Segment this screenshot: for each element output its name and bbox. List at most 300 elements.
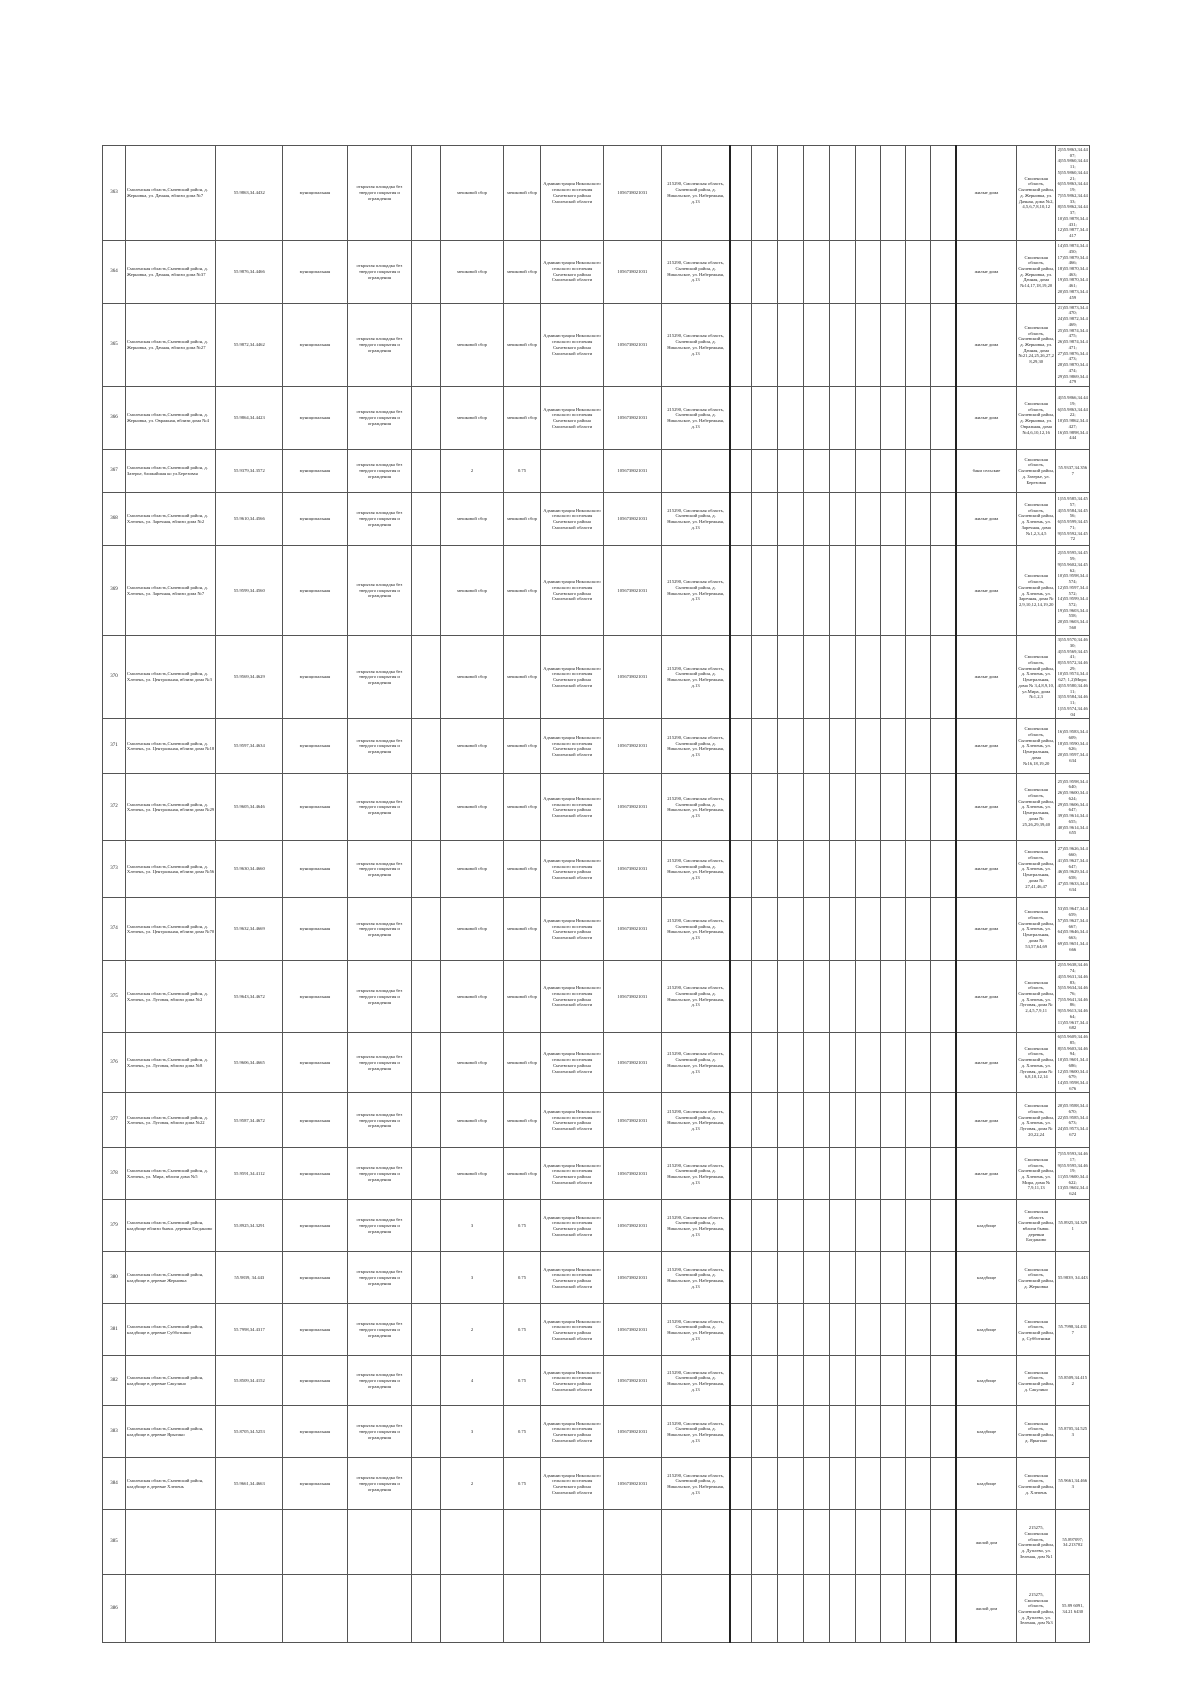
cell-num: 384 xyxy=(103,1458,126,1510)
cell-vol: мешковой сбор xyxy=(503,1033,540,1093)
cell-empty xyxy=(829,1510,855,1575)
cell-ogrn: 1056738021031 xyxy=(603,961,661,1033)
cell-empty xyxy=(412,1458,441,1510)
cell-q xyxy=(441,1575,503,1643)
cell-num: 366 xyxy=(103,387,126,450)
cell-vol: мешковой сбор xyxy=(503,774,540,841)
cell-empty xyxy=(777,1356,803,1406)
cell-src: жилые дома xyxy=(956,1148,1016,1200)
cell-empty xyxy=(880,961,905,1033)
cell-org: Администрация Никольского сельского поселения Сычевского района Смоленской области xyxy=(541,774,603,841)
cell-num: 370 xyxy=(103,636,126,719)
cell-empty xyxy=(777,961,803,1033)
cell-empty xyxy=(777,387,803,450)
table-row xyxy=(103,1304,1090,1356)
cell-src: жилые дома xyxy=(956,1033,1016,1093)
cell-legal: 215290, Смоленская область, Сычевский район, д. Никольское, ул. Набережная, д.13 xyxy=(662,303,731,386)
cell-addr: Смоленская область,Сычевский район, д. Хлепень, ул. Центральная, вблизи дома №29 xyxy=(125,774,216,841)
cell-ogrn: 1056738021031 xyxy=(603,1033,661,1093)
cell-empty xyxy=(880,1406,905,1458)
cell-vol: мешковой сбор xyxy=(503,387,540,450)
cell-empty xyxy=(855,1200,880,1252)
cell-legal: 215290, Смоленская область, Сычевский район, д. Никольское, ул. Набережная, д.13 xyxy=(662,774,731,841)
cell-owner: муниципальная xyxy=(283,636,348,719)
cell-empty xyxy=(855,303,880,386)
cell-empty xyxy=(829,1033,855,1093)
cell-addr: Смоленская область,Сычевский район, кладбище в деревне Жерновка xyxy=(125,1252,216,1304)
cell-empty xyxy=(777,774,803,841)
cell-ogrn: 1056738021031 xyxy=(603,450,661,493)
cell-empty xyxy=(803,898,829,961)
cell-legal: 215290, Смоленская область, Сычевский район, д. Никольское, ул. Набережная, д.13 xyxy=(662,493,731,546)
table-row xyxy=(103,1148,1090,1200)
cell-empty xyxy=(829,1458,855,1510)
cell-num: 380 xyxy=(103,1252,126,1304)
cell-empty xyxy=(905,1033,930,1093)
cell-empty xyxy=(880,450,905,493)
cell-empty xyxy=(829,774,855,841)
cell-empty xyxy=(880,1093,905,1148)
cell-empty xyxy=(777,450,803,493)
cell-org: Администрация Никольского сельского поселения Сычевского района Смоленской области xyxy=(541,146,603,241)
cell-srccoords: 7)55.9593,34.4617; 9)55.9595,34.4619; 11)55.9600,34.4622; 13)55.9602,34.4624 xyxy=(1056,1148,1090,1200)
cell-empty xyxy=(829,961,855,1033)
cell-empty xyxy=(855,636,880,719)
cell-empty xyxy=(930,1458,956,1510)
cell-num: 386 xyxy=(103,1575,126,1643)
table-row xyxy=(103,961,1090,1033)
cell-empty xyxy=(412,719,441,774)
cell-empty xyxy=(412,636,441,719)
cell-empty xyxy=(803,240,829,303)
cell-empty xyxy=(855,1356,880,1406)
table-row xyxy=(103,898,1090,961)
cell-empty xyxy=(730,1575,751,1643)
cell-empty xyxy=(930,303,956,386)
cell-empty xyxy=(855,450,880,493)
cell-addr: Смоленская область,Сычевский район, д. Хлепень, ул. Мира, вблизи дома №5 xyxy=(125,1148,216,1200)
cell-coords: 55.8705,34.5253 xyxy=(216,1406,283,1458)
cell-srcaddr: Смоленская область, Сычевский район, д. Хлепень, ул. Центральная, дома № 53,57,64,69 xyxy=(1016,898,1056,961)
cell-src: кладбище xyxy=(956,1304,1016,1356)
cell-empty xyxy=(803,303,829,386)
cell-src: кладбище xyxy=(956,1200,1016,1252)
cell-empty xyxy=(751,898,777,961)
cell-srccoords: 55.9337,34.3567 xyxy=(1056,450,1090,493)
cell-empty xyxy=(412,961,441,1033)
cell-surface: открытая площадка без твердого покрытия и ограждения xyxy=(347,774,412,841)
cell-vol: мешковой сбор xyxy=(503,493,540,546)
cell-owner: муниципальная xyxy=(283,1093,348,1148)
cell-legal xyxy=(662,450,731,493)
cell-empty xyxy=(751,1304,777,1356)
cell-srccoords: 55.89 6091, 34.21 6430 xyxy=(1056,1575,1090,1643)
cell-srcaddr: 215275, Смоленская область, Сычевский район, д. Дуплево, ул. Зеленая, дом №1 xyxy=(1016,1510,1056,1575)
cell-legal: 215290, Смоленская область, Сычевский район, д. Никольское, ул. Набережная, д.13 xyxy=(662,1200,731,1252)
cell-owner: муниципальная xyxy=(283,841,348,898)
cell-empty xyxy=(412,898,441,961)
cell-empty xyxy=(730,1148,751,1200)
cell-vol: 0.75 xyxy=(503,450,540,493)
cell-src: жилые дома xyxy=(956,774,1016,841)
cell-empty xyxy=(777,1575,803,1643)
cell-empty xyxy=(730,1093,751,1148)
cell-ogrn: 1056738021031 xyxy=(603,1200,661,1252)
cell-empty xyxy=(880,1458,905,1510)
cell-legal: 215290, Смоленская область, Сычевский район, д. Никольское, ул. Набережная, д.13 xyxy=(662,546,731,636)
cell-empty xyxy=(855,1252,880,1304)
cell-legal: 215290, Смоленская область, Сычевский район, д. Никольское, ул. Набережная, д.13 xyxy=(662,1304,731,1356)
cell-addr xyxy=(125,1575,216,1643)
cell-srcaddr: Смоленская область, Сычевский район, д. Хлепень, ул. Заречная, дома № 2,9,10,12,14,19,20 xyxy=(1016,546,1056,636)
cell-addr xyxy=(125,1510,216,1575)
cell-num: 377 xyxy=(103,1093,126,1148)
cell-surface xyxy=(347,1510,412,1575)
cell-empty xyxy=(905,961,930,1033)
cell-empty xyxy=(803,841,829,898)
cell-srccoords: 2)55.9595,34.4559; 9)55.9602,34.4562; 10)55.9598,34.4574; 12)55.9597,34.4572; 14)55.9599,34.4572; 19)55.9603,34.4558; 20)55.9603,34.4560 xyxy=(1056,546,1090,636)
cell-num: 373 xyxy=(103,841,126,898)
cell-srccoords: 20)55.9588,34.4670; 22)55.9585,34.4673; 24)55.9573,34.4672 xyxy=(1056,1093,1090,1148)
cell-vol: 0.75 xyxy=(503,1304,540,1356)
cell-owner: муниципальная xyxy=(283,546,348,636)
cell-empty xyxy=(905,1093,930,1148)
cell-num: 367 xyxy=(103,450,126,493)
cell-empty xyxy=(880,240,905,303)
table-row xyxy=(103,1406,1090,1458)
cell-empty xyxy=(412,493,441,546)
cell-empty xyxy=(777,1458,803,1510)
cell-coords: 55.8925,34.3291 xyxy=(216,1200,283,1252)
cell-empty xyxy=(880,719,905,774)
cell-empty xyxy=(880,636,905,719)
cell-owner xyxy=(283,1575,348,1643)
cell-addr: Смоленская область,Сычевский район, д. Хлепень, ул. Луговая, вблизи дома №2 xyxy=(125,961,216,1033)
cell-empty xyxy=(412,1200,441,1252)
cell-ogrn: 1056738021031 xyxy=(603,387,661,450)
cell-empty xyxy=(412,841,441,898)
cell-addr: Смоленская область,Сычевский район, кладбище вблизи бывш. деревни Богданово xyxy=(125,1200,216,1252)
cell-empty xyxy=(803,1033,829,1093)
cell-empty xyxy=(880,1304,905,1356)
cell-surface: открытая площадка без твердого покрытия и ограждения xyxy=(347,1200,412,1252)
cell-q: мешковой сбор xyxy=(441,387,503,450)
cell-ogrn: 1056738021031 xyxy=(603,1458,661,1510)
cell-legal: 215290, Смоленская область, Сычевский район, д. Никольское, ул. Набережная, д.13 xyxy=(662,1356,731,1406)
cell-empty xyxy=(930,1304,956,1356)
cell-empty xyxy=(905,1252,930,1304)
cell-vol: 0.75 xyxy=(503,1406,540,1458)
cell-q: 2 xyxy=(441,1458,503,1510)
cell-src: кладбище xyxy=(956,1356,1016,1406)
cell-q: мешковой сбор xyxy=(441,546,503,636)
cell-q: мешковой сбор xyxy=(441,841,503,898)
cell-empty xyxy=(829,1093,855,1148)
cell-ogrn xyxy=(603,1510,661,1575)
cell-owner: муниципальная xyxy=(283,719,348,774)
cell-org: Администрация Никольского сельского поселения Сычевского района Смоленской области xyxy=(541,961,603,1033)
cell-num: 383 xyxy=(103,1406,126,1458)
cell-coords: 55.9632,34.4669 xyxy=(216,898,283,961)
cell-srccoords: 25)55.9598,34.4640; 26)55.9600,34.4624; 29)55.9606,34.4647; 39)55.9614,34.4655; 40)55.9614,34.4655 xyxy=(1056,774,1090,841)
cell-empty xyxy=(412,1304,441,1356)
cell-empty xyxy=(880,1356,905,1406)
cell-empty xyxy=(880,546,905,636)
cell-empty xyxy=(880,841,905,898)
cell-empty xyxy=(905,146,930,241)
table-row xyxy=(103,303,1090,386)
cell-ogrn: 1056738021031 xyxy=(603,898,661,961)
cell-vol: мешковой сбор xyxy=(503,961,540,1033)
cell-addr: Смоленская область,Сычевский район, д. Жерновка, ул. Дачная, вблизи дома №7 xyxy=(125,146,216,241)
registry-table xyxy=(102,145,1090,1626)
cell-empty xyxy=(930,636,956,719)
cell-empty xyxy=(855,546,880,636)
cell-empty xyxy=(880,1575,905,1643)
cell-empty xyxy=(930,450,956,493)
cell-ogrn: 1056738021031 xyxy=(603,1252,661,1304)
cell-vol: мешковой сбор xyxy=(503,636,540,719)
table-row xyxy=(103,1458,1090,1510)
cell-empty xyxy=(730,493,751,546)
cell-legal: 215290, Смоленская область, Сычевский район, д. Никольское, ул. Набережная, д.13 xyxy=(662,1093,731,1148)
cell-empty xyxy=(751,961,777,1033)
cell-empty xyxy=(829,450,855,493)
cell-org: Администрация Никольского сельского поселения Сычевского района Смоленской области xyxy=(541,1033,603,1093)
cell-coords: 55.9876,34.4466 xyxy=(216,240,283,303)
cell-addr: Смоленская область,Сычевский район, д. Хлепень, ул. Заречная, вблизи дома №7 xyxy=(125,546,216,636)
cell-surface: открытая площадка без твердого покрытия и ограждения xyxy=(347,1356,412,1406)
cell-coords: 55.7998,34.4317 xyxy=(216,1304,283,1356)
cell-empty xyxy=(730,1304,751,1356)
cell-srcaddr: Смоленская область Сычевский район, вблизи бывш. деревни Богданово xyxy=(1016,1200,1056,1252)
cell-num: 364 xyxy=(103,240,126,303)
cell-empty xyxy=(777,146,803,241)
cell-empty xyxy=(905,774,930,841)
cell-src: жилые дома xyxy=(956,303,1016,386)
cell-addr: Смоленская область,Сычевский район, д. Жерновка, ул. Дачная, вблизи дома №37 xyxy=(125,240,216,303)
cell-coords: 55.9872,34.4462 xyxy=(216,303,283,386)
cell-src: жилые дома xyxy=(956,636,1016,719)
table-row xyxy=(103,774,1090,841)
cell-ogrn: 1056738021031 xyxy=(603,146,661,241)
cell-empty xyxy=(751,841,777,898)
cell-vol: мешковой сбор xyxy=(503,1148,540,1200)
cell-empty xyxy=(730,303,751,386)
cell-empty xyxy=(829,1148,855,1200)
cell-empty xyxy=(855,240,880,303)
cell-num: 379 xyxy=(103,1200,126,1252)
cell-surface: открытая площадка без твердого покрытия и ограждения xyxy=(347,636,412,719)
cell-empty xyxy=(930,1356,956,1406)
cell-empty xyxy=(730,774,751,841)
cell-src: жилые дома xyxy=(956,493,1016,546)
cell-empty xyxy=(751,1356,777,1406)
cell-empty xyxy=(803,450,829,493)
cell-empty xyxy=(905,493,930,546)
cell-empty xyxy=(751,450,777,493)
cell-num: 376 xyxy=(103,1033,126,1093)
cell-org: Администрация Никольского сельского поселения Сычевского района Смоленской области xyxy=(541,493,603,546)
cell-vol: 0.75 xyxy=(503,1252,540,1304)
cell-vol: мешковой сбор xyxy=(503,841,540,898)
cell-q: 3 xyxy=(441,1200,503,1252)
cell-empty xyxy=(930,146,956,241)
cell-empty xyxy=(803,1093,829,1148)
cell-empty xyxy=(930,719,956,774)
cell-srcaddr: Смоленская область, Сычевский район, д. Хлепень, ул. Заречная, дома №1,2,3,4,5 xyxy=(1016,493,1056,546)
cell-src: кладбище xyxy=(956,1252,1016,1304)
cell-empty xyxy=(730,961,751,1033)
cell-surface: открытая площадка без твердого покрытия и ограждения xyxy=(347,303,412,386)
cell-srcaddr: Смоленская область, Сычевский район, д. Субботники xyxy=(1016,1304,1056,1356)
cell-empty xyxy=(855,1033,880,1093)
cell-num: 365 xyxy=(103,303,126,386)
cell-num: 382 xyxy=(103,1356,126,1406)
table-row xyxy=(103,1093,1090,1148)
cell-legal: 215290, Смоленская область, Сычевский район, д. Никольское, ул. Набережная, д.13 xyxy=(662,1033,731,1093)
cell-ogrn: 1056738021031 xyxy=(603,1356,661,1406)
cell-empty xyxy=(905,1356,930,1406)
cell-srccoords: 55.8925,34.3291 xyxy=(1056,1200,1090,1252)
cell-vol: 0.75 xyxy=(503,1200,540,1252)
cell-empty xyxy=(730,546,751,636)
cell-empty xyxy=(803,1406,829,1458)
cell-empty xyxy=(412,774,441,841)
cell-q: мешковой сбор xyxy=(441,146,503,241)
cell-num: 368 xyxy=(103,493,126,546)
cell-empty xyxy=(751,636,777,719)
cell-empty xyxy=(730,450,751,493)
cell-empty xyxy=(930,546,956,636)
cell-empty xyxy=(777,1406,803,1458)
cell-empty xyxy=(777,240,803,303)
cell-coords: 55.9606,34.4665 xyxy=(216,1033,283,1093)
table-body xyxy=(103,146,1090,1643)
cell-ogrn: 1056738021031 xyxy=(603,493,661,546)
cell-empty xyxy=(930,774,956,841)
cell-addr: Смоленская область,Сычевский район, д. Хлепень, ул. Центральная, вблизи дома №3 xyxy=(125,636,216,719)
cell-src: жилые дома xyxy=(956,387,1016,450)
cell-empty xyxy=(855,1406,880,1458)
cell-empty xyxy=(930,898,956,961)
cell-q: мешковой сбор xyxy=(441,719,503,774)
cell-addr: Смоленская область,Сычевский район, д. Хлепень, ул. Луговая, вблизи дома №8 xyxy=(125,1033,216,1093)
cell-legal: 215290, Смоленская область, Сычевский район, д. Никольское, ул. Набережная, д.13 xyxy=(662,636,731,719)
cell-empty xyxy=(803,774,829,841)
cell-empty xyxy=(905,1575,930,1643)
cell-org: Администрация Никольского сельского поселения Сычевского района Смоленской области xyxy=(541,1200,603,1252)
cell-org: Администрация Никольского сельского поселения Сычевского района Смоленской области xyxy=(541,546,603,636)
cell-q: мешковой сбор xyxy=(441,961,503,1033)
cell-src: жилые дома xyxy=(956,240,1016,303)
cell-empty xyxy=(412,1510,441,1575)
cell-surface: открытая площадка без твердого покрытия и ограждения xyxy=(347,146,412,241)
table-row xyxy=(103,841,1090,898)
cell-empty xyxy=(905,719,930,774)
cell-empty xyxy=(751,1252,777,1304)
cell-srccoords: 2)55.9863,34.4407; 4)55.9860,34.4411; 5)55.9860,34.4421; 6)55.9863,34.4419; 7)55.9862,34.4433; 8)55.9862,34.4437; 10)55.9878,34.4431; 12)55.9877,34.4417 xyxy=(1056,146,1090,241)
cell-src: жилой дом xyxy=(956,1510,1016,1575)
cell-owner: муниципальная xyxy=(283,450,348,493)
cell-org: Администрация Никольского сельского поселения Сычевского района Смоленской области xyxy=(541,1093,603,1148)
cell-ogrn: 1056738021031 xyxy=(603,719,661,774)
cell-owner: муниципальная xyxy=(283,146,348,241)
cell-empty xyxy=(880,1148,905,1200)
table-row xyxy=(103,450,1090,493)
cell-empty xyxy=(730,387,751,450)
cell-addr: Смоленская область,Сычевский район, кладбище в деревне Субботники xyxy=(125,1304,216,1356)
cell-empty xyxy=(803,1200,829,1252)
cell-empty xyxy=(905,1510,930,1575)
cell-owner: муниципальная xyxy=(283,493,348,546)
cell-org: Администрация Никольского сельского поселения Сычевского района Смоленской области xyxy=(541,387,603,450)
cell-owner: муниципальная xyxy=(283,1406,348,1458)
cell-empty xyxy=(880,1252,905,1304)
cell-vol: 0.75 xyxy=(503,1458,540,1510)
cell-q: мешковой сбор xyxy=(441,898,503,961)
cell-empty xyxy=(751,719,777,774)
cell-addr: Смоленская область,Сычевский район, кладбище в деревне Ярыгино xyxy=(125,1406,216,1458)
cell-empty xyxy=(777,1200,803,1252)
cell-empty xyxy=(930,1033,956,1093)
cell-coords: 55.9864,34.4423 xyxy=(216,387,283,450)
cell-empty xyxy=(829,898,855,961)
cell-q: мешковой сбор xyxy=(441,1033,503,1093)
cell-empty xyxy=(412,1033,441,1093)
cell-empty xyxy=(880,774,905,841)
cell-srcaddr: Смоленская область, Сычевский район, д. Хлепень, ул. Луговая, дома № 20,22,24 xyxy=(1016,1093,1056,1148)
cell-empty xyxy=(829,1200,855,1252)
cell-srccoords: 16)55.9583,34.4609; 18)55.9590,34.4626; 20)55.9597,34.4634 xyxy=(1056,719,1090,774)
cell-empty xyxy=(855,1304,880,1356)
cell-empty xyxy=(930,1575,956,1643)
cell-owner: муниципальная xyxy=(283,240,348,303)
cell-ogrn: 1056738021031 xyxy=(603,1406,661,1458)
cell-srccoords: 55.7998,34.4317 xyxy=(1056,1304,1090,1356)
cell-coords: 55.9610,34.4566 xyxy=(216,493,283,546)
cell-surface: открытая площадка без твердого покрытия и ограждения xyxy=(347,1093,412,1148)
cell-empty xyxy=(803,1510,829,1575)
table-row xyxy=(103,1356,1090,1406)
cell-srcaddr: Смоленская область, Сычевский район, д. Жерновка xyxy=(1016,1252,1056,1304)
cell-surface: открытая площадка без твердого покрытия и ограждения xyxy=(347,719,412,774)
cell-empty xyxy=(880,303,905,386)
cell-empty xyxy=(803,1304,829,1356)
cell-coords xyxy=(216,1575,283,1643)
cell-coords: 55.9597,34.4634 xyxy=(216,719,283,774)
cell-src: кладбище xyxy=(956,1458,1016,1510)
cell-srcaddr: Смоленская область, Сычевский район, д. Хлепень, ул. Центральная, дома № 3,4,8,9,10, ул.Мира, дома №1,2,3 xyxy=(1016,636,1056,719)
cell-empty xyxy=(751,774,777,841)
cell-empty xyxy=(905,303,930,386)
cell-empty xyxy=(905,636,930,719)
cell-empty xyxy=(829,719,855,774)
cell-coords: 55.9643,34.4672 xyxy=(216,961,283,1033)
cell-empty xyxy=(730,841,751,898)
cell-owner: муниципальная xyxy=(283,1200,348,1252)
cell-q: мешковой сбор xyxy=(441,636,503,719)
cell-empty xyxy=(829,1252,855,1304)
cell-ogrn: 1056738021031 xyxy=(603,240,661,303)
cell-empty xyxy=(829,1575,855,1643)
cell-empty xyxy=(803,1575,829,1643)
cell-empty xyxy=(803,146,829,241)
cell-srcaddr: Смоленская область, Сычевский район, д. Жерновка, ул. Дачная, дома №14,17,18,19,20 xyxy=(1016,240,1056,303)
cell-empty xyxy=(855,146,880,241)
cell-src: жилые дома xyxy=(956,898,1016,961)
cell-empty xyxy=(751,1033,777,1093)
